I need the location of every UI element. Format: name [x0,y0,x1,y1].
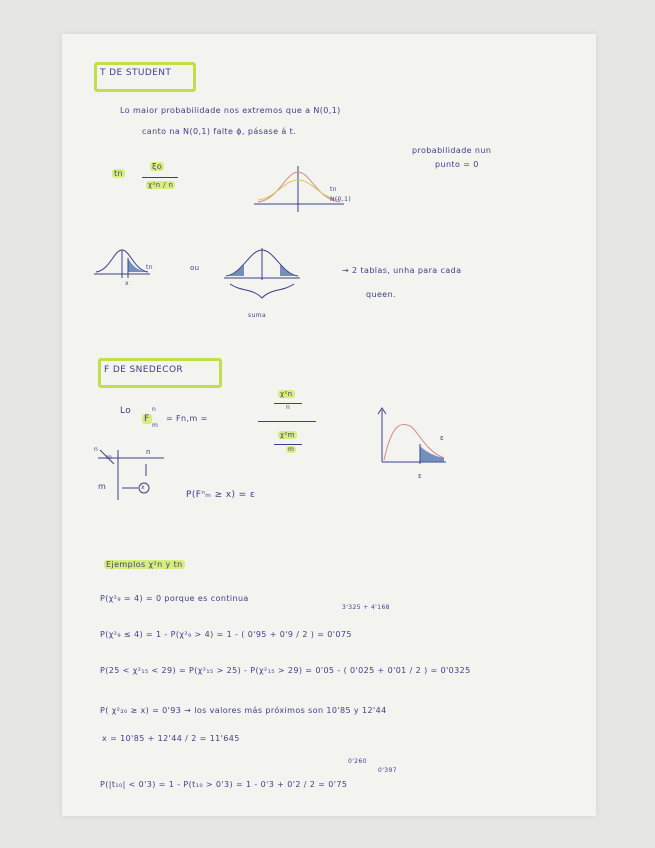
example-line3: P(25 < χ²₁₅ < 29) = P(χ²₁₅ > 25) - P(χ²₁₅ > 29) = 0'05 - ( 0'025 + 0'01 / 2 ) = 0'0325 [100,666,471,675]
t-text-line2: canto na N(0,1) falte ϕ, pásase á t. [142,127,297,136]
tn-normal-curves [252,162,362,222]
example-line6-note-top: 0'260 [348,758,367,765]
example-line6: P(|t₁₀| < 0'3) = 1 - P(t₁₀ > 0'3) = 1 - 0'3 + 0'2 / 2 = 0'75 [100,780,348,789]
t-note-line1: probabilidade nun [412,146,492,155]
table-diag-m: m [106,454,113,461]
tn-denominator: χ²n / n [148,181,174,189]
table-col-n: n [146,448,151,456]
f-den-bot: m [288,446,295,453]
f-table-sketch [94,444,174,504]
f-fnm-sub: m [152,422,159,429]
table-cell-x: x [141,484,145,491]
tn-label: tn [114,169,124,178]
tn-two-tail-curve [222,244,302,314]
den-inner-bar [274,444,302,445]
f-equals: = Fn,m = [166,414,208,423]
f-fnm: F [144,414,150,424]
f-fnm-sup: n [152,406,157,413]
arrow-text-line1: → 2 tablas, unha para cada [342,266,462,275]
fraction-bar [142,177,178,178]
section-heading-t-student: T DE STUDENT [100,68,172,78]
f-num-top: χ²n [280,390,293,398]
t-note-line2: punto = 0 [435,160,479,169]
tn-numerator: ξo [152,162,163,171]
section-heading-f-snedecor: F DE SNEDECOR [104,365,184,375]
small-curve-x: x [125,280,129,287]
t-text-line1: Lo maior probabilidade nos extremos que a N(0,1) [120,106,341,115]
example-line1-note: 3'325 + 4'168 [342,604,390,611]
small-curve-tn: tn [146,264,153,271]
example-line5: x = 10'85 + 12'44 / 2 = 11'645 [102,734,240,743]
ou-text: ou [190,264,200,272]
notebook-page [62,34,596,816]
f-num-bot: n [286,404,291,411]
table-row-m: m [98,482,107,491]
example-line2: P(χ²₉ ≤ 4) = 1 - P(χ²₉ > 4) = 1 - ( 0'95 + 0'9 / 2 ) = 0'075 [100,630,352,639]
tn-tail-curve [92,244,152,294]
curve-label-tn: tn [330,186,337,193]
example-line1: P(χ²₉ = 4) = 0 porque es continua [100,594,249,603]
table-diag-n: n [94,446,99,453]
f-probability: P(Fⁿₘ ≥ x) = ε [186,490,256,500]
curve-label-n01: N(0,1) [330,196,352,203]
arrow-text-line2: queen. [366,290,397,299]
f-lo: Lo [120,406,132,416]
graph-eps-x: ε [418,472,423,480]
main-fraction-bar [258,421,316,422]
suma-text: suma [248,312,267,319]
example-line4: P( χ²₂₀ ≥ x) = 0'93 → los valores más próximos son 10'85 y 12'44 [100,706,387,715]
examples-heading: Ejemplos χ²n y tn [106,560,183,569]
f-den-top: χ²m [280,431,295,439]
graph-eps-label: ε [440,434,445,442]
example-line6-note-right: 0'397 [378,767,397,774]
